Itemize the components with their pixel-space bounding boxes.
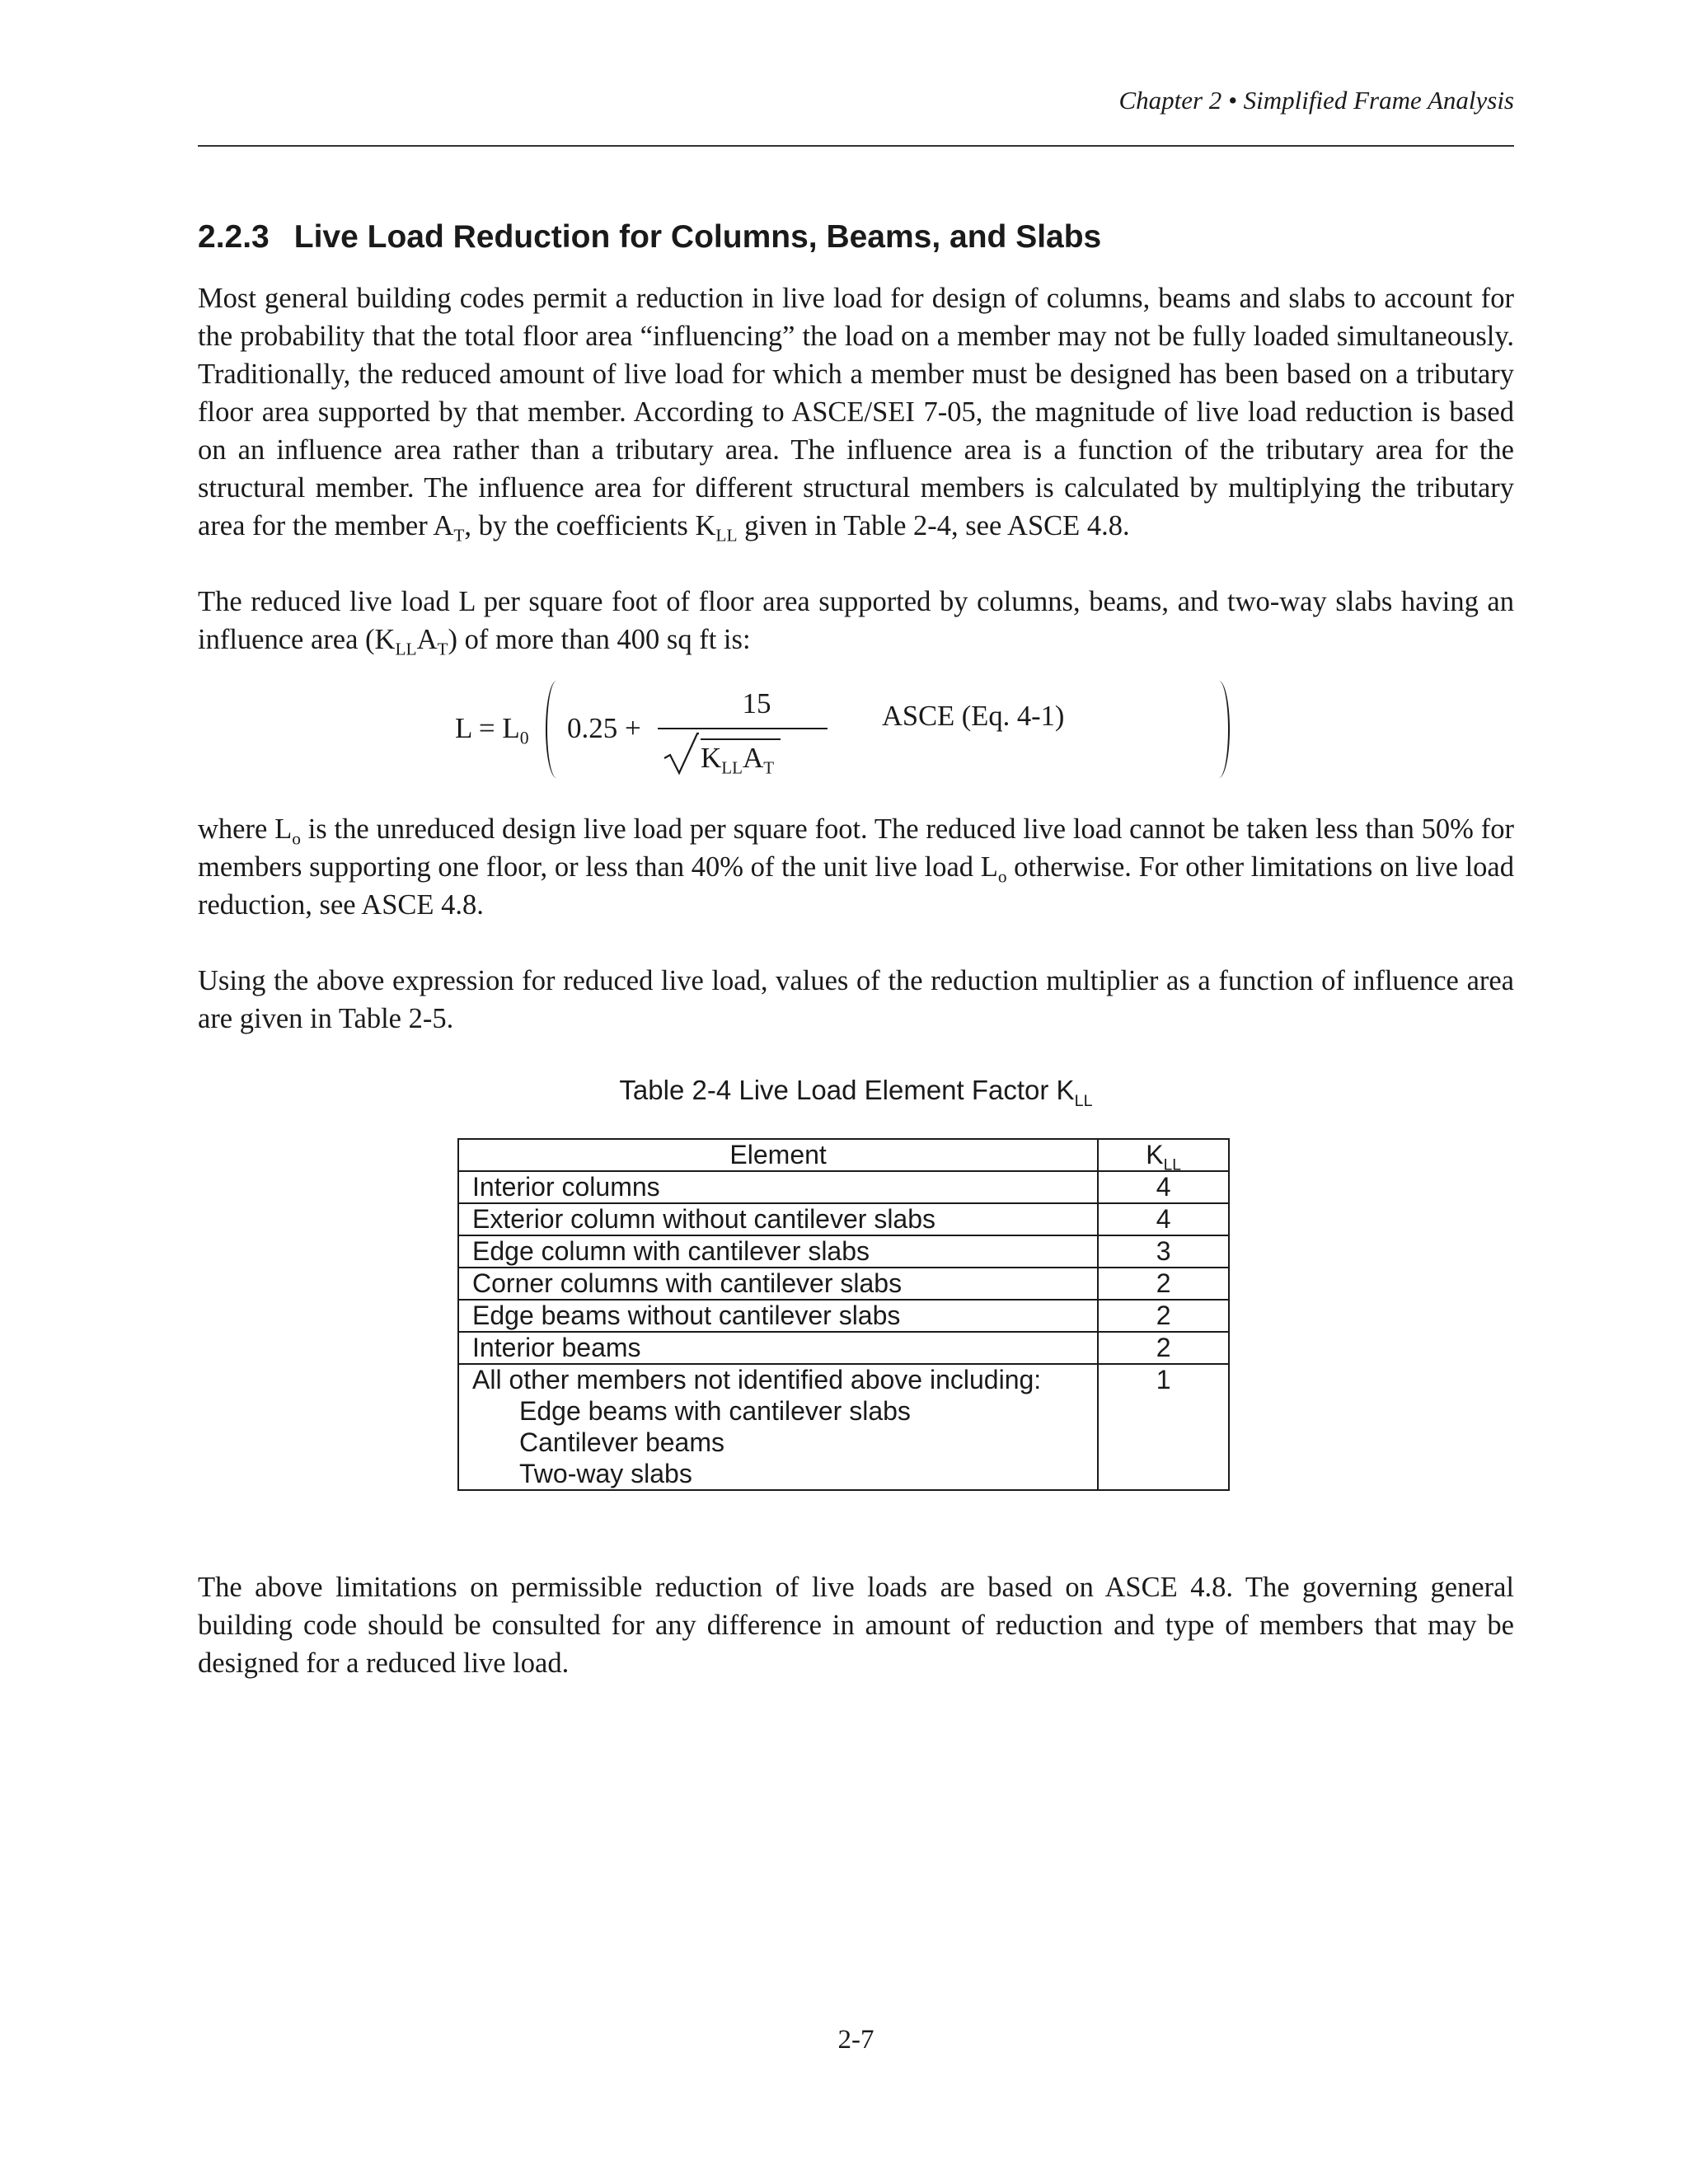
kll-cell: 1 (1098, 1364, 1229, 1490)
header-rule (198, 145, 1514, 147)
kll-cell: 4 (1098, 1171, 1229, 1203)
live-load-element-factor-table (457, 1138, 1230, 1491)
running-header: Chapter 2 • Simplified Frame Analysis (1118, 86, 1514, 115)
element-cell: Edge beams without cantilever slabs (458, 1300, 1098, 1332)
kll-cell: 2 (1098, 1268, 1229, 1300)
paragraph-governing-code: The above limitations on permissible reduction of live loads are based on ASCE 4.8. The governing general building code should be consulted for any difference in amount of reduction and type of members that may be designed for a reduced live load. (198, 1572, 1514, 1679)
table-header-row (458, 1139, 1229, 1171)
kll-cell: 2 (1098, 1300, 1229, 1332)
sub-item: Cantilever beams (519, 1427, 724, 1457)
radicand: $K_{LL}A_T$ (701, 738, 781, 775)
kll-cell: 3 (1098, 1235, 1229, 1268)
kll-cell: 4 (1098, 1203, 1229, 1235)
right-parenthesis (1212, 681, 1230, 778)
table-row (458, 1332, 1229, 1364)
equation-reference: ASCE (Eq. 4-1) (882, 701, 1065, 732)
paragraph-limitations: where $L_o$ is the unreduced design live load per square foot. The reduced live load cannot be taken less than 50% for members supporting one floor, or less than 40% of the unit live load $L_o$ otherwise. For other limitations on live load reduction, see ASCE 4.8. (198, 813, 1514, 921)
table-row (458, 1203, 1229, 1235)
paragraph-intro: Most general building codes permit a reduction in live load for design of columns, beams and slabs to account for the probability that the total floor area “influencing” the load on a member may not be fully loaded simultaneously. Traditionally, the reduced amount of live load for which a member must be designed has been based on a tributary floor area supported by that member. According to ASCE/SEI 7-05, the magnitude of live load reduction is based on an influence area rather than a tributary area. The influence area is a function of the tributary area for the structural member. The influence area for different structural members is calculated by multiplying the tributary area for the member $A_T$, by the coefficients $K_{LL}$ given in Table 2-4, see ASCE 4.8. (198, 283, 1514, 546)
section-heading (198, 219, 1101, 255)
element-label: All other members not identified above including: (472, 1365, 1042, 1394)
paragraph-reduced-load: The reduced live load L per square foot of floor area supported by columns, beams, and two-way slabs having an influence area $(K_{LL}A_T)$ of more than 400 sq ft is: (198, 586, 1514, 659)
table-row (458, 1268, 1229, 1300)
page-number: 2-7 (837, 2025, 874, 2055)
equation-numerator: 15 (742, 687, 771, 719)
sub-item: Two-way slabs (519, 1459, 692, 1488)
sub-item: Edge beams with cantilever slabs (519, 1396, 911, 1426)
element-cell: Interior beams (458, 1332, 1098, 1364)
live-load-equation (455, 681, 917, 780)
table-row (458, 1364, 1229, 1490)
element-cell (458, 1364, 1098, 1490)
left-parenthesis (546, 681, 564, 778)
kll-cell: 2 (1098, 1332, 1229, 1364)
fraction-bar (658, 728, 828, 729)
table-caption: Table 2-4 Live Load Element Factor $K_{LL}$ (619, 1075, 1093, 1110)
element-cell: Corner columns with cantilever slabs (458, 1268, 1098, 1300)
section-title: Live Load Reduction for Columns, Beams, and Slabs (293, 219, 1102, 255)
equation-lhs: $L = L_0$ (455, 712, 529, 748)
element-cell: Edge column with cantilever slabs (458, 1235, 1098, 1268)
column-header-kll: $K_{LL}$ (1098, 1139, 1229, 1171)
paragraph-table-reference: Using the above expression for reduced live load, values of the reduction multiplier as a function of influence area are given in Table 2-5. (198, 965, 1514, 1034)
table-row (458, 1235, 1229, 1268)
table-row (458, 1171, 1229, 1203)
element-cell: Interior columns (458, 1171, 1098, 1203)
element-cell: Exterior column without cantilever slabs (458, 1203, 1098, 1235)
column-header-element: Element (458, 1139, 1098, 1171)
equation-constant: 0.25 + (567, 712, 641, 744)
section-number: 2.2.3 (198, 219, 270, 255)
equation-denominator (661, 732, 834, 776)
table-row (458, 1300, 1229, 1332)
square-root-icon (661, 732, 699, 776)
